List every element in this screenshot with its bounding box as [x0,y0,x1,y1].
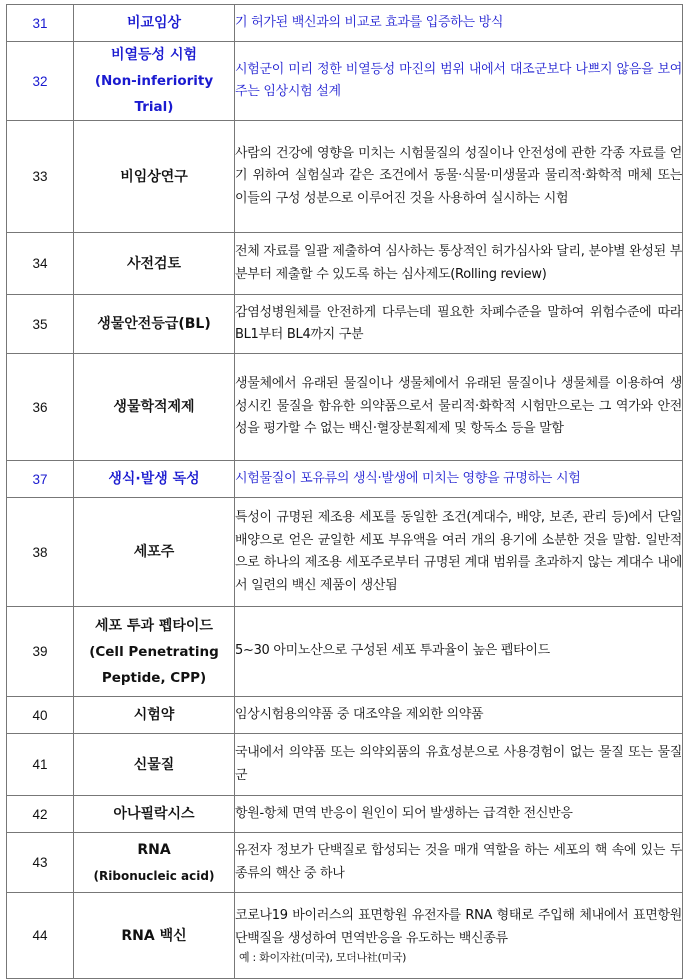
term-label: 비열등성 시험 [110,47,198,63]
term-label: 생물학적제제 [113,399,195,415]
term-label: 생물안전등급(BL) [97,316,211,332]
row-number: 36 [7,354,74,461]
term-cell [74,354,235,461]
term-label: RNA 백신 [121,927,187,944]
row-number: 44 [7,893,74,979]
term-label: 비임상연구 [120,168,188,185]
term-cell [74,295,235,354]
glossary-sheet [6,4,683,979]
definition-cell: 임상시험용의약품 중 대조약을 제외한 의약품 [235,697,683,734]
row-number: 34 [7,233,74,295]
term-cell [74,833,235,893]
definition-cell: 감염성병원체를 안전하게 다루는데 필요한 차폐수준을 말하여 위험수준에 따라 BL1부터 BL4까지 구분 [235,295,683,354]
term-label: 세포주 [133,544,175,560]
term-cell [74,893,235,979]
term-cell [74,796,235,833]
glossary-row-34 [7,233,683,295]
row-number: 43 [7,833,74,893]
row-number: 38 [7,498,74,607]
definition-cell: 국내에서 의약품 또는 의약외품의 유효성분으로 사용경험이 없는 물질 또는 물질군 [235,734,683,796]
definition-cell: 기 허가된 백신과의 비교로 효과를 입증하는 방식 [235,5,683,42]
definition-cell: 항원-항체 면역 반응이 원인이 되어 발생하는 급격한 전신반응 [235,796,683,833]
term-cell [74,697,235,734]
glossary-row-31 [7,5,683,42]
glossary-row-39 [7,607,683,697]
row-number: 41 [7,734,74,796]
term-cell [74,498,235,607]
row-number: 33 [7,121,74,233]
glossary-row-37 [7,461,683,498]
glossary-row-44 [7,893,683,979]
term-sublabel: (Ribonucleic acid) [93,868,215,883]
term-cell [74,734,235,796]
glossary-table [6,4,683,979]
definition-cell: 유전자 정보가 단백질로 합성되는 것을 매개 역할을 하는 세포의 핵 속에 있는 두 종류의 핵산 중 하나 [235,833,683,893]
definition-cell [235,893,683,979]
definition-cell: 사람의 건강에 영향을 미치는 시험물질의 성질이나 안전성에 관한 각종 자료를 얻기 위하여 실험실과 같은 조건에서 동물·식물·미생물과 물리적·화학적 매체 또는 이들의 구성 성분으로 이루어진 것을 사용하여 실시하는 시험 [235,121,683,233]
example-note: 예 : 화이자社(미국), 모더나社(미국) [239,951,407,964]
term-label: 아나필락시스 [113,806,195,822]
definition-cell: 생물체에서 유래된 물질이나 생물체에서 유래된 물질이나 생물체를 이용하여 생성시킨 물질을 함유한 의약품으로서 물리적·화학적 시험만으로는 그 역가와 안전성을 평가할 수 없는 백신·혈장분획제제 및 항독소 등을 말함 [235,354,683,461]
term-cell [74,42,235,121]
term-label: 세포 투과 펩타이드 [95,617,213,634]
term-cell [74,233,235,295]
term-cell [74,461,235,498]
term-cell [74,607,235,697]
term-sublabel: (Non-inferiority Trial) [94,73,214,115]
row-number: 42 [7,796,74,833]
glossary-row-38 [7,498,683,607]
definition-cell: 전체 자료를 일괄 제출하여 심사하는 통상적인 허가심사와 달리, 분야별 완성된 부분부터 제출할 수 있도록 하는 심사제도(Rolling review) [235,233,683,295]
row-number: 39 [7,607,74,697]
glossary-row-36 [7,354,683,461]
term-label: RNA [137,841,171,858]
term-label: 비교임상 [126,15,182,31]
glossary-row-43 [7,833,683,893]
definition-text: 코로나19 바이러스의 표면항원 유전자를 RNA 형태로 주입해 체내에서 표면항원 단백질을 생성하여 면역반응을 유도하는 백신종류 [235,908,682,946]
term-label: 생식·발생 독성 [108,471,200,487]
term-sublabel: (Cell Penetrating Peptide, CPP) [89,643,219,686]
glossary-row-35 [7,295,683,354]
row-number: 32 [7,42,74,121]
row-number: 31 [7,5,74,42]
row-number: 35 [7,295,74,354]
glossary-row-33 [7,121,683,233]
definition-cell: 특성이 규명된 제조용 세포를 동일한 조건(계대수, 배양, 보존, 관리 등)에서 단일 배양으로 얻은 균일한 세포 부유액을 여러 개의 용기에 소분한 것을 말함. 일반적으로 하나의 제조용 세포주로부터 규명된 계대 범위를 초과하지 않는 계대수 내에서 일련의 백신 제품이 생산됨 [235,498,683,607]
row-number: 40 [7,697,74,734]
term-label: 시험약 [133,707,175,723]
term-label: 사전검토 [126,255,182,272]
term-label: 신물질 [133,756,175,773]
row-number: 37 [7,461,74,498]
term-cell [74,121,235,233]
glossary-row-42 [7,796,683,833]
definition-cell: 시험물질이 포유류의 생식·발생에 미치는 영향을 규명하는 시험 [235,461,683,498]
term-cell [74,5,235,42]
definition-cell: 시험군이 미리 정한 비열등성 마진의 범위 내에서 대조군보다 나쁘지 않음을 보여주는 임상시험 설계 [235,42,683,121]
glossary-row-40 [7,697,683,734]
glossary-row-41 [7,734,683,796]
definition-cell: 5~30 아미노산으로 구성된 세포 투과율이 높은 펩타이드 [235,607,683,697]
glossary-row-32 [7,42,683,121]
